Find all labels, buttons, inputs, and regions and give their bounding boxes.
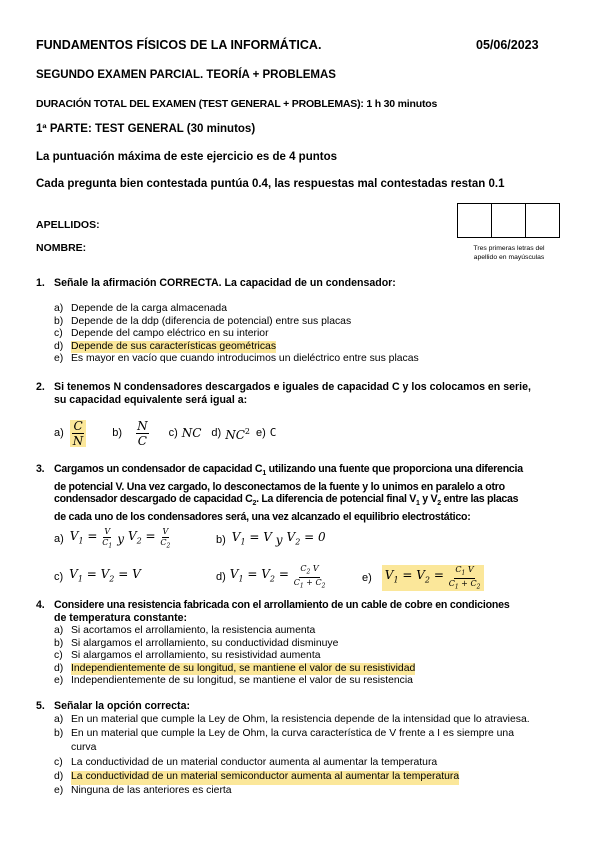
- option-row[interactable]: [54, 303, 419, 316]
- numerator: C: [455, 565, 462, 574]
- option-d-label: d): [216, 570, 226, 583]
- option-row[interactable]: [54, 785, 530, 799]
- question-number: 3.: [36, 463, 45, 475]
- numerator: C: [300, 564, 307, 573]
- max-score-text: La puntuación máxima de este ejercicio es de 4 puntos: [36, 151, 338, 163]
- plus-sign: +: [303, 577, 316, 587]
- question-text: Cargamos un condensador de capacidad C: [54, 463, 263, 475]
- subscript: 1: [262, 470, 266, 478]
- option-text: Es mayor en vacío que cuando introducimos un dieléctrico entre sus placas: [71, 353, 419, 364]
- correct-answer-highlight: $V_1 = V_2$ = $\frac{C_1 V}{C_1 + C_2}$: [382, 565, 485, 591]
- question-text: de potencial V. Una vez cargado, lo desconectamos de la fuente y lo unimos en paralelo a otro: [54, 480, 505, 493]
- question-text: utilizando una fuente que proporciona una diferencia: [265, 463, 523, 475]
- question-text-cont: de temperatura constante:: [54, 611, 188, 624]
- option-text: Si alargamos el arrollamiento, su conductividad disminuye: [71, 637, 339, 649]
- question-text: Señale la afirmación CORRECTA. La capacidad de un condensador:: [54, 277, 396, 289]
- option-a-label: a): [54, 532, 64, 545]
- option-letter: a): [54, 714, 64, 725]
- question-text: entre las placas: [440, 493, 519, 506]
- option-d-exponent: 2: [244, 426, 250, 436]
- question-5: [36, 700, 190, 713]
- option-text: Depende de la carga almacenada: [71, 303, 227, 314]
- part-title: 1ª PARTE: TEST GENERAL (30 minutos): [36, 123, 256, 135]
- option-letter: b): [54, 637, 64, 649]
- question-3: [36, 463, 566, 523]
- question-number: 2.: [36, 381, 45, 393]
- question-2-options: [54, 420, 276, 447]
- exam-subtitle: SEGUNDO EXAMEN PARCIAL. TEORÍA + PROBLEMAS: [36, 69, 336, 81]
- option-b-fraction[interactable]: [136, 420, 149, 447]
- option-row[interactable]: [54, 316, 419, 329]
- option-row[interactable]: [54, 742, 530, 756]
- option-d-base: NC: [225, 427, 245, 442]
- question-3-option-e[interactable]: [362, 565, 484, 591]
- option-letter: d): [54, 340, 64, 352]
- option-letter: b): [54, 315, 64, 327]
- option-row[interactable]: [54, 638, 415, 651]
- question-text: Señalar la opción correcta:: [54, 700, 191, 712]
- option-letter: [54, 742, 71, 756]
- question-3-option-d[interactable]: d) $V_1 = V_2$ = $\frac{C_2 V}{C_1 + C_2}$: [216, 564, 326, 590]
- question-3-option-c[interactable]: c) $V_1 = V_2 = V$: [54, 567, 141, 584]
- option-text: Si alargamos el arrollamiento, su resistividad aumenta: [71, 650, 321, 661]
- box-note-line-2: apellido en mayúsculas: [473, 254, 545, 261]
- option-text: En un material que cumple la Ley de Ohm, la resistencia depende de la intensidad que lo atraviesa.: [71, 714, 530, 725]
- option-row[interactable]: [54, 714, 530, 728]
- denominator: N: [72, 434, 84, 448]
- exam-title: FUNDAMENTOS FÍSICOS DE LA INFORMÁTICA.: [36, 38, 322, 52]
- option-letter: c): [54, 328, 63, 339]
- question-number: 1.: [36, 277, 45, 289]
- numerator: V: [162, 527, 169, 536]
- subscript: 1: [416, 500, 420, 508]
- question-text-cont: su capacidad equivalente será igual a:: [54, 393, 248, 406]
- box-note-line-1: Tres primeras letras del: [473, 245, 545, 252]
- subscript: 2: [437, 500, 441, 508]
- option-letter: e): [54, 353, 64, 364]
- option-b-label[interactable]: b): [112, 427, 123, 440]
- option-text-highlighted: Independientemente de su longitud, se mantiene el valor de su resistividad: [71, 662, 416, 674]
- question-4-options: [54, 625, 415, 688]
- numerator: V: [104, 527, 111, 536]
- option-d-label[interactable]: d): [211, 427, 222, 440]
- exam-duration: DURACIÓN TOTAL DEL EXAMEN (TEST GENERAL + PROBLEMAS): 1 h 30 minutos: [36, 98, 438, 110]
- exam-date: 05/06/2023: [476, 38, 539, 52]
- option-e-label: e): [362, 571, 372, 584]
- plus-sign: +: [458, 578, 471, 588]
- question-2: [36, 381, 531, 406]
- option-row[interactable]: [54, 650, 415, 663]
- option-a-fraction[interactable]: [70, 420, 87, 447]
- nombre-label: NOMBRE:: [36, 242, 87, 254]
- option-letter: c): [54, 650, 63, 661]
- question-5-options: [54, 714, 530, 799]
- question-text: Si tenemos N condensadores descargados e iguales de capacidad C y los colocamos en serie,: [54, 381, 531, 393]
- option-d-value[interactable]: [225, 426, 250, 442]
- option-c-label[interactable]: c): [168, 427, 178, 440]
- option-text: En un material que cumple la Ley de Ohm, la curva característica de V frente a I es siempre una: [71, 728, 514, 740]
- question-3-option-b[interactable]: b) $V_1 = V$ y $V_2 = 0$: [216, 530, 326, 547]
- denominator: C: [102, 538, 109, 547]
- option-row[interactable]: [54, 663, 415, 676]
- question-4: [36, 599, 576, 624]
- question-number: 4.: [36, 599, 45, 611]
- option-row[interactable]: [54, 328, 419, 341]
- question-number: 5.: [36, 700, 45, 712]
- option-letter: e): [54, 675, 64, 686]
- option-e-label[interactable]: e): [255, 427, 266, 440]
- option-text: Ninguna de las anteriores es cierta: [71, 784, 232, 796]
- question-1-options: [54, 303, 419, 366]
- option-row[interactable]: [54, 625, 415, 638]
- conjunction: y: [117, 531, 124, 546]
- option-text: Depende del campo eléctrico en su interior: [71, 328, 269, 339]
- option-row[interactable]: [54, 728, 530, 742]
- numerator: N: [137, 419, 148, 433]
- scoring-text: Cada pregunta bien contestada puntúa 0.4, las respuestas mal contestadas restan 0.1: [36, 178, 505, 190]
- option-text: curva: [71, 742, 97, 754]
- option-row[interactable]: [54, 757, 530, 771]
- surname-letter-boxes[interactable]: [457, 203, 560, 238]
- option-letter: a): [54, 625, 64, 636]
- subscript: 2: [252, 500, 257, 508]
- option-text: Independientemente de su longitud, se mantiene el valor de su resistencia: [71, 675, 413, 686]
- option-letter: c): [54, 756, 63, 768]
- question-text: y V: [419, 493, 438, 506]
- option-row[interactable]: [54, 353, 419, 366]
- letter-box[interactable]: [492, 204, 526, 237]
- option-row[interactable]: [54, 675, 415, 688]
- option-row[interactable]: [54, 771, 530, 785]
- question-text: . La diferencia de potencial final V: [256, 493, 416, 506]
- option-letter: b): [54, 728, 64, 740]
- question-text: condensador descargado de capacidad C: [54, 493, 253, 506]
- letter-box[interactable]: [526, 204, 559, 237]
- option-a-label[interactable]: a): [54, 427, 64, 440]
- option-c-label: c): [54, 570, 64, 583]
- option-text: Si acortamos el arrollamiento, la resistencia aumenta: [71, 625, 316, 636]
- question-text: de cada uno de los condensadores será, una vez alcanzado el equilibrio electrostático:: [54, 510, 471, 523]
- option-text-highlighted: Depende de sus características geométricas: [71, 340, 277, 352]
- option-text: Depende de la ddp (diferencia de potencial) entre sus placas: [71, 315, 352, 327]
- equation-part: = V: [114, 567, 141, 581]
- option-letter: d): [54, 662, 64, 674]
- option-c-value[interactable]: NC: [181, 426, 202, 441]
- apellidos-label: APELLIDOS:: [36, 219, 100, 231]
- option-text-highlighted: La conductividad de un material semiconductor aumenta al aumentar la temperatura: [71, 771, 459, 785]
- option-text: La conductividad de un material conductor aumenta al aumentar la temperatura: [71, 756, 438, 768]
- question-text: Considere una resistencia fabricada con el arrollamiento de un cable de cobre en condiciones: [54, 599, 510, 611]
- question-1: [36, 277, 396, 290]
- letter-box[interactable]: [458, 204, 492, 237]
- conjunction: y: [275, 532, 283, 547]
- option-e-value[interactable]: C: [269, 426, 277, 440]
- option-letter: e): [54, 784, 64, 796]
- option-letter: a): [54, 303, 64, 314]
- option-row[interactable]: [54, 341, 419, 354]
- option-b-label: b): [216, 533, 226, 546]
- option-letter: d): [54, 770, 64, 782]
- equation-part: = 0: [300, 530, 326, 544]
- question-3-option-a[interactable]: a) $V_1$ = $\frac{V}{C_1}$ y $V_2$ = $\frac{V}{C_2}$: [54, 527, 171, 550]
- numerator: C: [73, 419, 83, 433]
- denominator: C: [137, 434, 147, 448]
- denominator: C: [160, 538, 167, 547]
- box-note: [457, 244, 561, 262]
- equation-part: = V: [245, 530, 272, 544]
